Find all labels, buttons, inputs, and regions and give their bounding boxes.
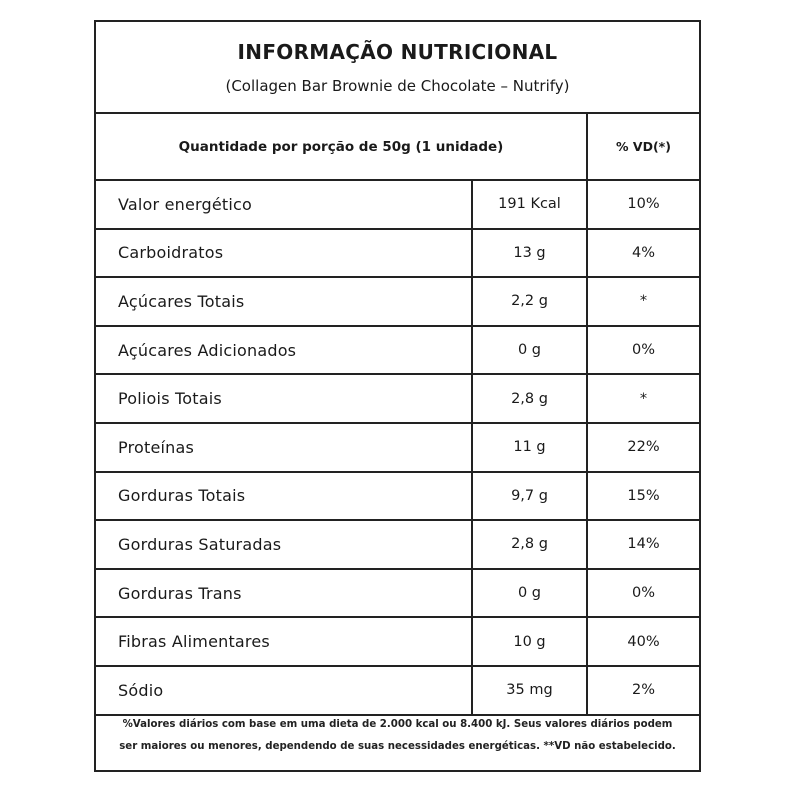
label-header: [96, 22, 699, 114]
nutrient-daily-value: 2%: [631, 682, 655, 699]
nutrient-name: Gorduras Trans: [96, 570, 473, 617]
nutrient-daily-value: 22%: [627, 439, 660, 456]
table-row: [96, 521, 699, 570]
daily-value-footnote: [96, 714, 699, 758]
nutrient-daily-value: 14%: [627, 536, 660, 553]
product-subtitle: (Collagen Bar Brownie de Chocolate – Nutrify): [225, 77, 570, 95]
nutrient-quantity: 9,7 g: [473, 473, 588, 520]
nutrient-name: Gorduras Saturadas: [96, 521, 473, 568]
table-row: [96, 278, 699, 327]
nutrient-table: [96, 181, 699, 716]
table-row: [96, 230, 699, 279]
nutrient-name: Carboidratos: [96, 230, 473, 277]
vd-column-header: % VD(*): [616, 139, 671, 154]
table-row: [96, 327, 699, 376]
footnote-line-2: ser maiores ou menores, dependendo de suas necessidades energéticas. **VD não estabelecido.: [119, 741, 676, 752]
nutrient-quantity: 0 g: [473, 570, 588, 617]
nutrient-quantity: 13 g: [473, 230, 588, 277]
table-row: [96, 181, 699, 230]
nutrient-daily-value: 0%: [631, 342, 655, 359]
nutrient-daily-value: 0%: [631, 585, 655, 602]
nutrient-quantity: 191 Kcal: [473, 181, 588, 228]
table-row: [96, 570, 699, 619]
portion-label: Quantidade por porção de 50g (1 unidade): [96, 114, 588, 179]
table-row: [96, 473, 699, 522]
nutrient-daily-value: *: [639, 293, 648, 310]
portion-header-row: [96, 114, 699, 181]
nutrient-name: Valor energético: [96, 181, 473, 228]
nutrient-name: Proteínas: [96, 424, 473, 471]
nutrition-facts-label: [94, 20, 701, 772]
nutrient-name: Açúcares Adicionados: [96, 327, 473, 374]
table-row: [96, 375, 699, 424]
footnote-line-1: %Valores diários com base em uma dieta de 2.000 kcal ou 8.400 kJ. Seus valores diários podem: [122, 719, 673, 730]
nutrient-daily-value: *: [639, 390, 648, 407]
nutrient-name: Poliois Totais: [96, 375, 473, 422]
nutrient-quantity: 10 g: [473, 618, 588, 665]
nutrient-name: Fibras Alimentares: [96, 618, 473, 665]
nutrient-quantity: 2,2 g: [473, 278, 588, 325]
nutrient-daily-value: 15%: [627, 487, 660, 504]
nutrient-daily-value: 40%: [627, 633, 660, 650]
table-row: [96, 424, 699, 473]
nutrient-daily-value: 10%: [627, 196, 660, 213]
table-row: [96, 667, 699, 716]
nutrient-quantity: 35 mg: [473, 667, 588, 714]
nutrient-name: Sódio: [96, 667, 473, 714]
table-row: [96, 618, 699, 667]
label-title: INFORMAÇÃO NUTRICIONAL: [237, 40, 558, 64]
nutrient-name: Gorduras Totais: [96, 473, 473, 520]
nutrient-quantity: 2,8 g: [473, 521, 588, 568]
nutrient-name: Açúcares Totais: [96, 278, 473, 325]
nutrient-quantity: 11 g: [473, 424, 588, 471]
nutrient-daily-value: 4%: [631, 244, 655, 261]
nutrient-quantity: 2,8 g: [473, 375, 588, 422]
nutrient-quantity: 0 g: [473, 327, 588, 374]
